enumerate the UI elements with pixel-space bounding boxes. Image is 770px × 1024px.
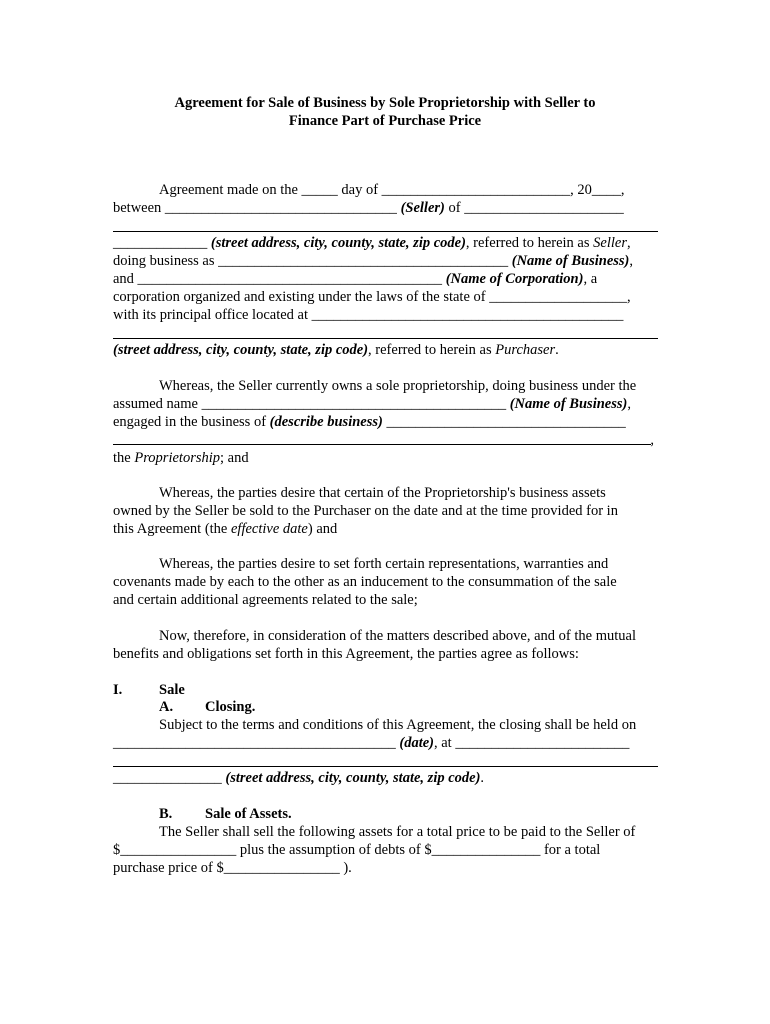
p2-text: assumed name __________________________________________ [113,396,510,412]
address-placeholder: (street address, city, county, state, zip code) [210,235,466,251]
proprietorship-term: Proprietorship [134,450,221,466]
p1-text: _____________ [113,235,211,251]
p1-line-1: Agreement made on the _____ day of __________________________, 20____, [159,182,625,198]
p1-text: between ________________________________ [113,200,401,216]
seller-label: (Seller) [400,200,445,216]
p1-text: . [555,342,559,358]
p5-line-1: Now, therefore, in consideration of the matters described above, and of the mutual [159,628,636,644]
p1-line-6 [113,270,658,288]
address-placeholder: (street address, city, county, state, zip code) [113,342,369,358]
closing-text: _______________________________________ [113,735,400,751]
p4-line-3: and certain additional agreements related to the sale; [113,592,418,608]
p1-text: , referred to herein as [465,235,594,251]
p2-line-2 [113,395,658,413]
p2-text: _________________________________ [382,414,626,430]
p3-text: this Agreement (the [113,521,231,537]
seller-term: Seller [593,235,627,251]
subsection-number: B. [159,806,173,822]
section-number: I. [113,682,123,698]
p1-line-7: corporation organized and existing under the laws of the state of ___________________, [113,289,631,305]
p1-line-10 [113,341,658,359]
business-name-placeholder: (Name of Business) [511,253,630,269]
p2-text: the [113,450,135,466]
p4-line-1: Whereas, the parties desire to set forth certain representations, warranties and [159,556,609,572]
corporation-name-placeholder: (Name of Corporation) [445,271,584,287]
subsection-a-heading [113,698,704,716]
closing-text: _______________ [113,770,226,786]
closing-line-4 [113,769,658,787]
p1-text: , [626,235,631,251]
blank-rule [113,338,658,339]
p2-line-4: , [650,432,654,448]
p2-line-1: Whereas, the Seller currently owns a sole proprietorship, doing business under the [159,378,637,394]
subsection-title: Closing. [205,699,256,715]
business-name-placeholder: (Name of Business) [509,396,628,412]
effective-date-term: effective date [230,521,308,537]
sale-assets-line-3: purchase price of $________________ ). [113,860,352,876]
sale-assets-line-2: $________________ plus the assumption of debts of $_______________ for a total [113,842,601,858]
p1-line-8: with its principal office located at ___________________________________________ [113,307,624,323]
blank-rule [113,231,658,232]
subsection-b-heading [113,805,704,823]
p1-line-4 [113,234,658,252]
p2-text: engaged in the business of [113,414,270,430]
section-1-heading [113,681,658,699]
closing-text: . [480,770,485,786]
subsection-number: A. [159,699,174,715]
p4-line-2: covenants made by each to the other as an inducement to the consummation of the sale [113,574,617,590]
business-description-placeholder: (describe business) [269,414,383,430]
p1-line-5 [113,252,658,270]
closing-text: , at ________________________ [434,735,630,751]
closing-line-1: Subject to the terms and conditions of this Agreement, the closing shall be held on [159,717,637,733]
p3-line-3 [113,520,658,538]
address-placeholder: (street address, city, county, state, zip code) [225,770,481,786]
section-title: Sale [159,682,185,698]
p3-line-1: Whereas, the parties desire that certain of the Proprietorship's business assets [159,485,606,501]
purchaser-term: Purchaser [495,342,556,358]
p1-text: doing business as ________________________________________ [113,253,512,269]
p1-text: of ______________________ [444,200,624,216]
p2-line-5 [113,449,658,467]
p2-text: , [627,396,631,412]
sale-assets-line-1: The Seller shall sell the following assets for a total price to be paid to the Seller of [159,824,636,840]
p2-line-3 [113,413,658,431]
closing-line-2 [113,734,658,752]
p3-line-2: owned by the Seller be sold to the Purchaser on the date and at the time provided for in [113,503,618,519]
date-placeholder: (date) [399,735,434,751]
p1-text: , a [583,271,598,287]
document-title-line-1: Agreement for Sale of Business by Sole Proprietorship with Seller to [174,95,596,111]
p1-text: , referred to herein as [368,342,496,358]
document-title-line-2: Finance Part of Purchase Price [288,113,482,129]
subsection-title: Sale of Assets. [205,806,292,822]
p1-line-2 [113,199,658,217]
p2-text: ; and [220,450,249,466]
p5-line-2: benefits and obligations set forth in this Agreement, the parties agree as follows: [113,646,579,662]
p1-text: and __________________________________________ [113,271,446,287]
p3-text: ) and [307,521,338,537]
p1-text: , [629,253,633,269]
blank-rule [113,766,658,767]
